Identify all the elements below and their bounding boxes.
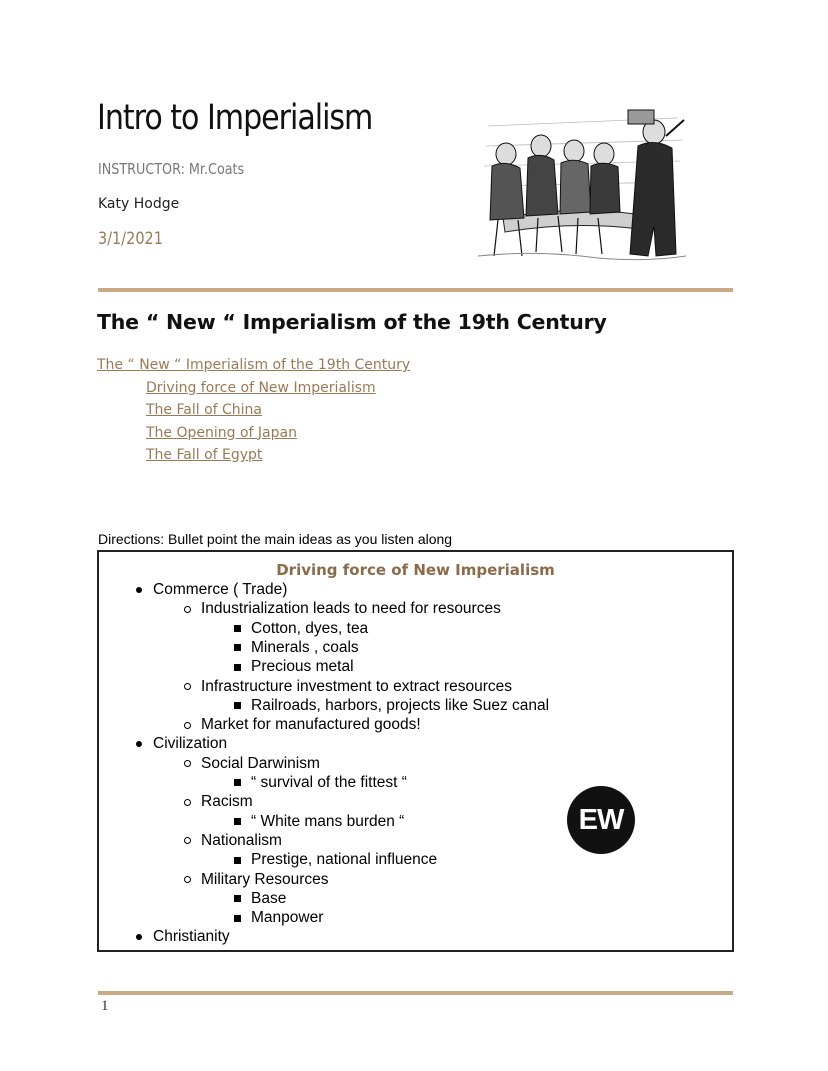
toc-link-driving-force[interactable]: Driving force of New Imperialism — [146, 379, 376, 396]
bullet-circle-icon — [177, 599, 197, 618]
bullet-disc-icon — [129, 927, 149, 946]
instructor-line: INSTRUCTOR: Mr.Coats — [98, 160, 245, 178]
toc-link-fall-of-china[interactable]: The Fall of China — [146, 402, 262, 418]
bullet-square-icon — [227, 638, 247, 657]
bullet-disc-icon — [129, 580, 149, 599]
footer-divider — [98, 991, 733, 995]
directions-text: Directions: Bullet point the main ideas as you listen along — [98, 531, 453, 547]
outline-item-text: Infrastructure investment to extract resources — [201, 677, 512, 695]
outline-item-text: Christianity — [153, 928, 230, 946]
outline-item-text: Prestige, national influence — [251, 851, 438, 869]
toc-link-new-imperialism[interactable]: The “ New “ Imperialism of the 19th Century — [97, 357, 411, 373]
bullet-circle-icon — [177, 677, 197, 696]
outline-item-text: Commerce ( Trade) — [153, 581, 288, 598]
outline-item-text: Military Resources — [201, 870, 329, 888]
outline-item-text: Railroads, harbors, projects like Suez canal — [251, 696, 550, 714]
document-title: Intro to Imperialism — [97, 98, 373, 138]
ew-badge-logo: EW — [567, 786, 635, 854]
outline-item-text: “ White mans burden “ — [251, 812, 405, 830]
bullet-circle-icon — [177, 831, 197, 850]
notes-box — [97, 550, 734, 952]
notes-box-title: Driving force of New Imperialism — [276, 561, 555, 579]
outline-item-text: Market for manufactured goods! — [201, 716, 421, 734]
bullet-circle-icon — [177, 792, 197, 811]
bullet-square-icon — [227, 889, 247, 908]
outline-item-text: Racism — [201, 793, 253, 811]
outline-item-text: Precious metal — [251, 658, 354, 676]
bullet-circle-icon — [177, 870, 197, 889]
student-name: Katy Hodge — [98, 196, 180, 212]
bullet-square-icon — [227, 812, 247, 831]
outline-item-text: Minerals , coals — [251, 638, 359, 656]
outline-item-text: Nationalism — [201, 831, 282, 849]
toc-link-opening-of-japan[interactable]: The Opening of Japan — [146, 424, 297, 441]
page-number: 1 — [101, 998, 109, 1014]
table-of-contents — [97, 354, 410, 467]
outline-item-text: Cotton, dyes, tea — [251, 619, 369, 637]
bullet-disc-icon — [129, 734, 149, 753]
section-heading: The “ New “ Imperialism of the 19th Century — [97, 310, 607, 334]
outline-item-text: Industrialization leads to need for resources — [201, 600, 501, 618]
bullet-circle-icon — [177, 754, 197, 773]
bullet-square-icon — [227, 619, 247, 638]
bullet-square-icon — [227, 657, 247, 676]
bullet-square-icon — [227, 850, 247, 869]
outline-item-text: Manpower — [251, 909, 324, 927]
outline-item-text: Civilization — [153, 735, 228, 753]
document-date: 3/1/2021 — [98, 229, 163, 249]
political-cartoon-illustration — [478, 106, 688, 268]
outline-item-text: Base — [251, 889, 287, 907]
toc-link-fall-of-egypt[interactable]: The Fall of Egypt — [146, 447, 263, 463]
outline-item-text: Social Darwinism — [201, 754, 320, 772]
bullet-square-icon — [227, 773, 247, 792]
bullet-square-icon — [227, 908, 247, 927]
header-divider — [98, 288, 733, 292]
bullet-square-icon — [227, 696, 247, 715]
bullet-circle-icon — [177, 715, 197, 734]
outline-item-text: “ survival of the fittest “ — [251, 774, 407, 791]
